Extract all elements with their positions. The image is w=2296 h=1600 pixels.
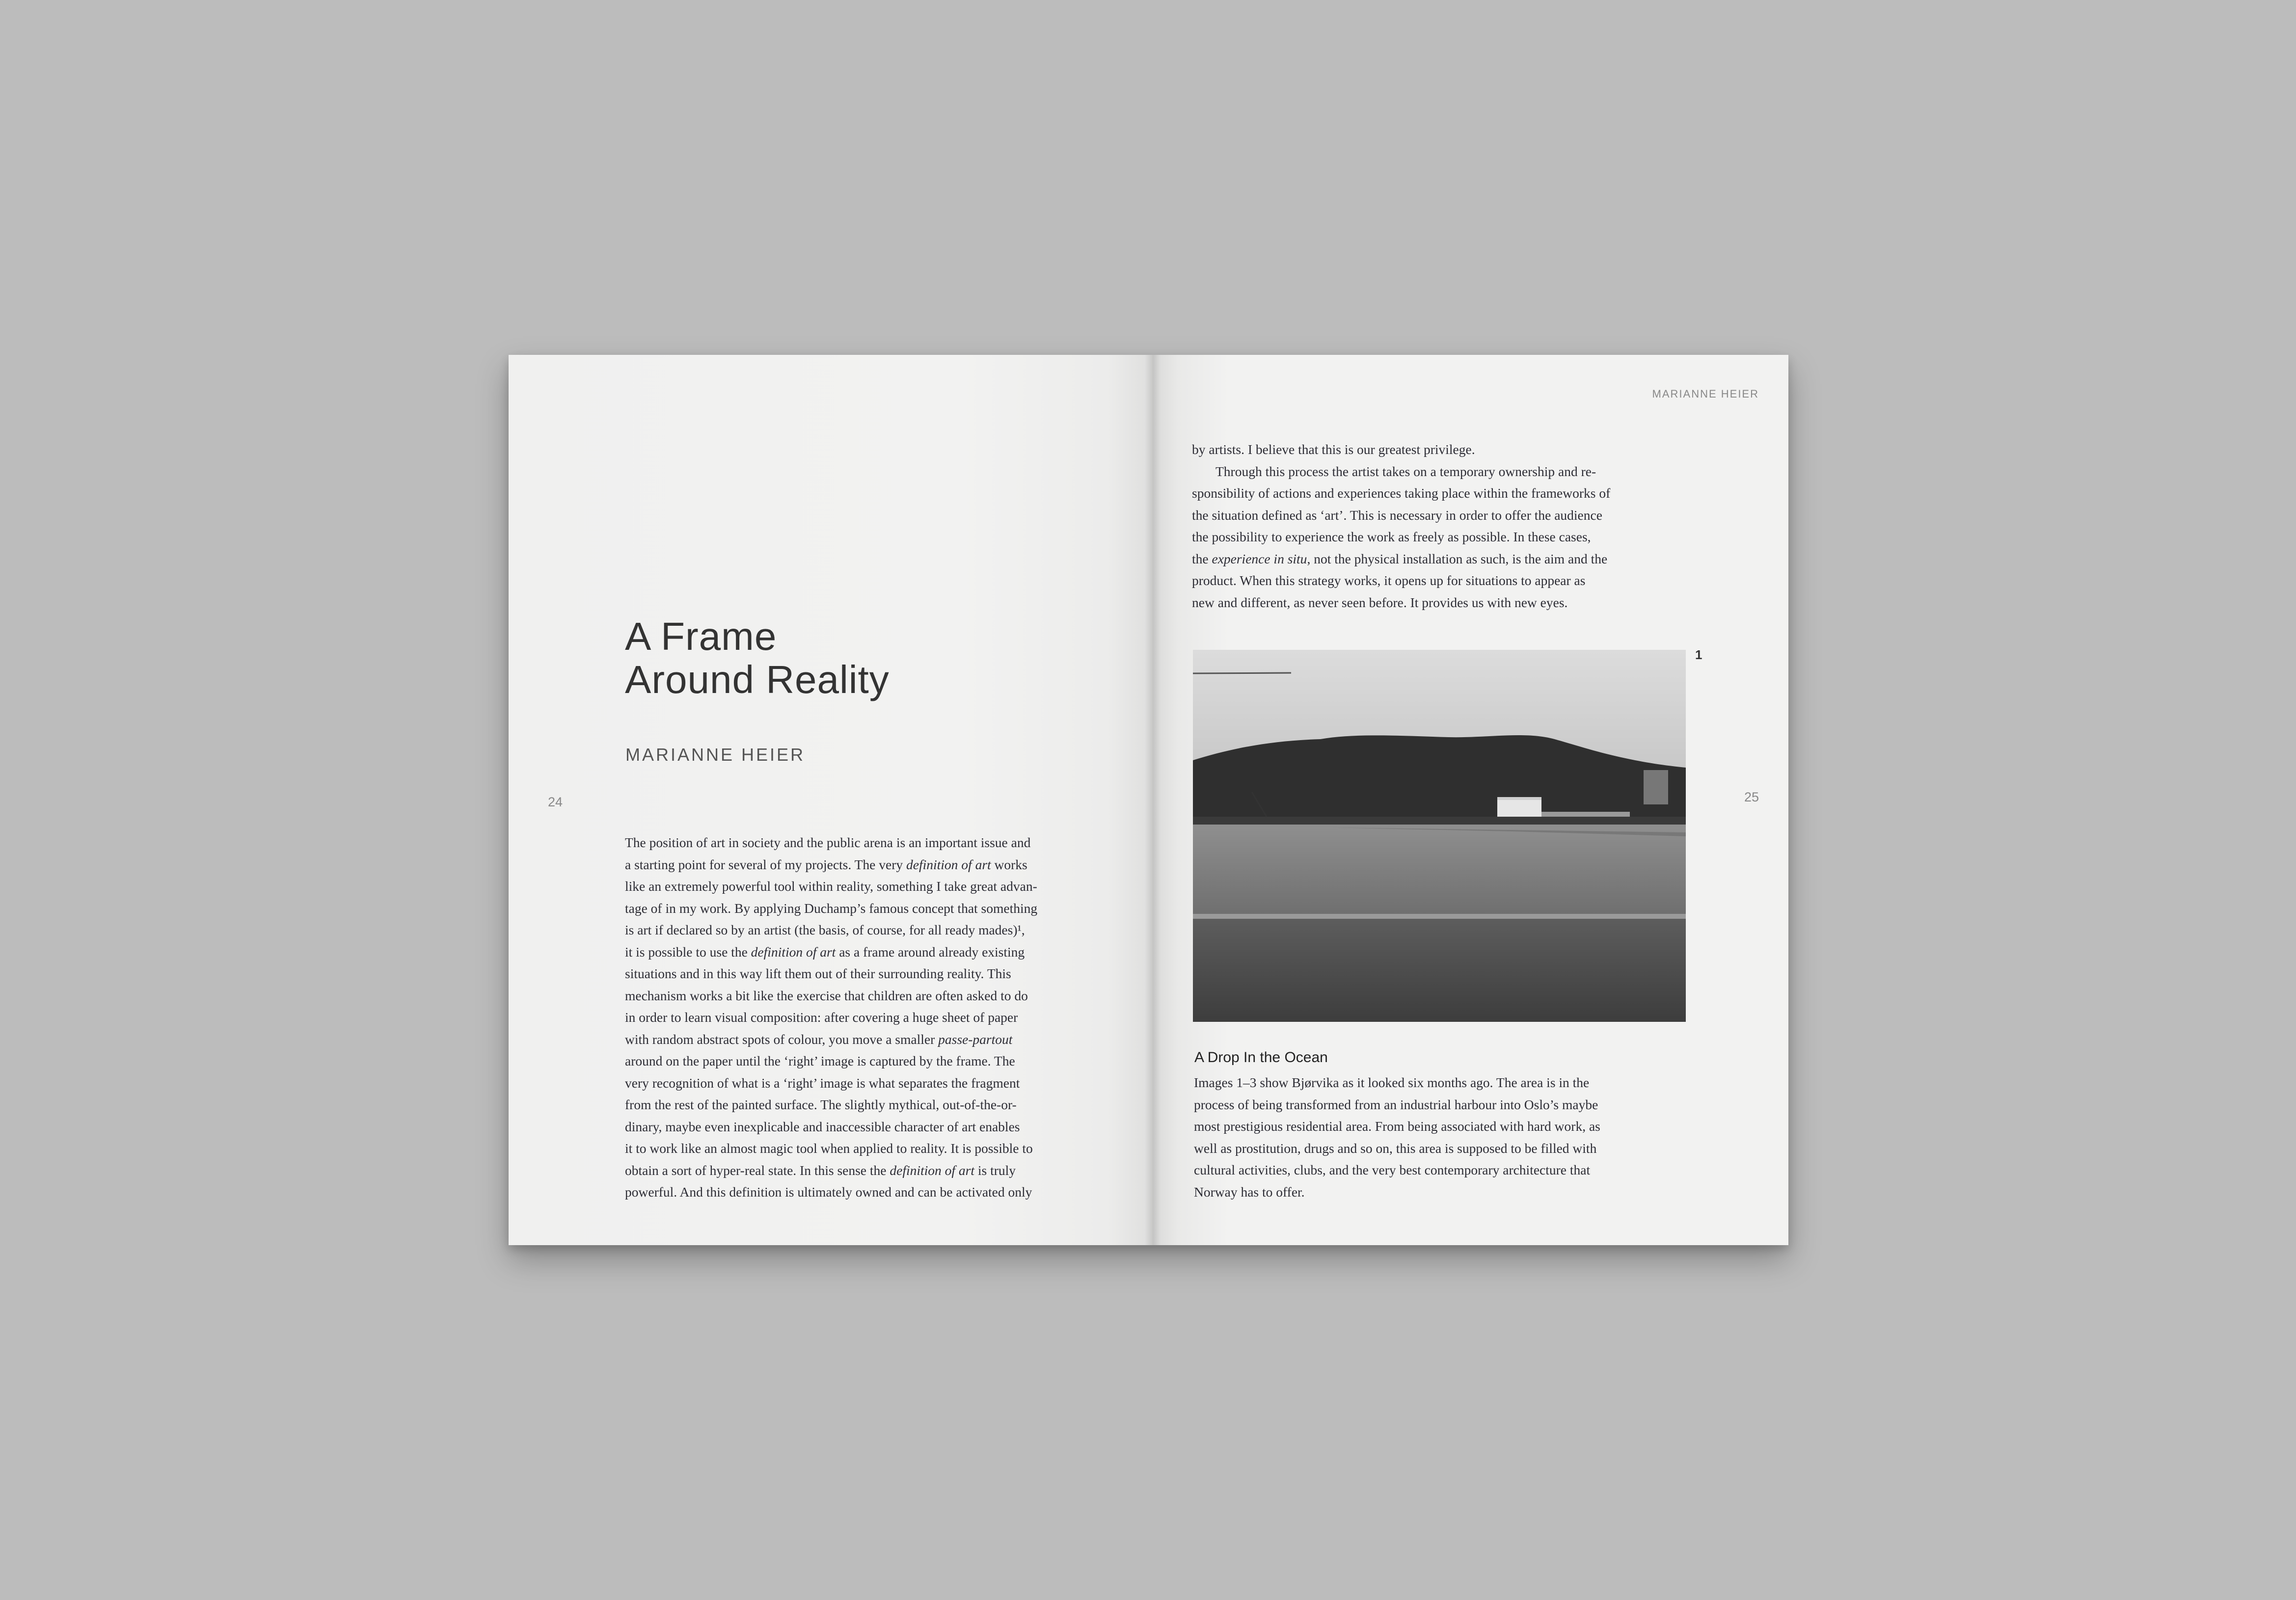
body-line: the situation defined as ‘art’. This is necessary in order to offer the audience [1192,507,1602,523]
body-line: dinary, maybe even inexplicable and inaccessible character of art enables [625,1119,1020,1134]
caption-line: Norway has to offer. [1194,1184,1305,1200]
body-line: new and different, as never seen before. It provides us with new eyes. [1192,594,1568,610]
page-number-right: 25 [1744,790,1759,804]
body-line: like an extremely powerful tool within reality, something I take great advan- [625,879,1037,894]
running-head: MARIANNE HEIER [1652,388,1759,400]
body-line: situations and in this way lift them out of their surrounding reality. This [625,966,1011,981]
italic-phrase: definition of art [890,1162,974,1178]
caption-line: most prestigious residential area. From being associated with hard work, as [1194,1119,1600,1134]
caption-line: well as prostitution, drugs and so on, this area is supposed to be filled with [1194,1140,1597,1156]
title-line-2: Around Reality [625,658,890,701]
body-line: The position of art in society and the public arena is an important issue and [625,835,1031,850]
caption-heading: A Drop In the Ocean [1194,1049,1328,1066]
body-line: a starting point for several of my projects. The very definition of art works [625,856,1027,872]
italic-phrase: experience in situ [1212,551,1307,566]
caption-line: Images 1–3 show Bjørvika as it looked six months ago. The area is in the [1194,1075,1590,1090]
italic-phrase: passe-partout [938,1031,1013,1047]
caption-line: cultural activities, clubs, and the very best contemporary architecture that [1194,1162,1591,1177]
body-line: it to work like an almost magic tool when applied to reality. It is possible to [625,1141,1033,1156]
body-line: product. When this strategy works, it opens up for situations to appear as [1192,573,1586,588]
caption-text [1194,1072,1600,1203]
body-line: obtain a sort of hyper-real state. In this sense the definition of art is truly [625,1162,1016,1178]
body-line: is art if declared so by an artist (the basis, of course, for all ready mades)¹, [625,922,1025,937]
body-line: mechanism works a bit like the exercise that children are often asked to do [625,987,1028,1003]
body-line: powerful. And this definition is ultimately owned and can be activated only [625,1184,1032,1200]
body-line: by artists. I believe that this is our greatest privilege. [1192,442,1475,457]
figure-number: 1 [1695,647,1702,662]
author-name: MARIANNE HEIER [625,745,806,765]
body-line: very recognition of what is a ‘right’ image is what separates the fragment [625,1075,1020,1091]
body-line: Through this process the artist takes on a temporary ownership and re- [1216,463,1596,479]
caption-line: process of being transformed from an industrial harbour into Oslo’s maybe [1194,1096,1598,1112]
body-line: in order to learn visual composition: after covering a huge sheet of paper [625,1010,1018,1025]
harbour-photograph [1193,650,1686,1022]
italic-phrase: definition of art [751,944,836,960]
italic-phrase: definition of art [906,856,991,872]
body-line: with random abstract spots of colour, you move a smaller passe-partout [625,1031,1013,1047]
title-line-1: A Frame [625,614,777,658]
body-line: from the rest of the painted surface. The slightly mythical, out-of-the-or- [625,1097,1017,1112]
right-body-text [1192,439,1610,613]
body-line: it is possible to use the definition of art as a frame around already existing [625,944,1025,960]
right-page-content [509,355,1788,1245]
body-line: the experience in situ, not the physical installation as such, is the aim and the [1192,551,1608,566]
body-line: tage of in my work. By applying Duchamp’s famous concept that something [625,900,1038,916]
body-line: around on the paper until the ‘right’ image is captured by the frame. The [625,1053,1015,1068]
body-line: sponsibility of actions and experiences taking place within the frameworks of [1192,485,1611,501]
page-number-left: 24 [548,795,563,809]
body-line: the possibility to experience the work as freely as possible. In these cases, [1192,529,1591,544]
